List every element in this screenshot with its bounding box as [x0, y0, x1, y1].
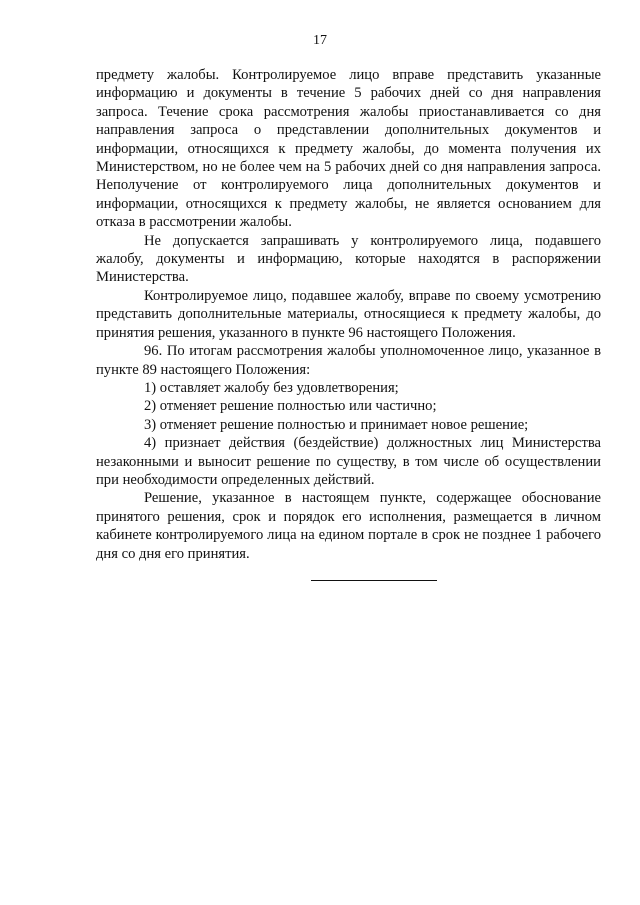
paragraph-decision-publication: Решение, указанное в настоящем пункте, содержащее обоснование принятого решения, срок и порядок его исполнения, размещается в личном кабинете контролируемого лица на едином портале в срок не позднее 1 рабочего дня со дня его принятия. — [96, 490, 601, 562]
list-item-2: 2) отменяет решение полностью или частично; — [144, 398, 437, 415]
document-body — [96, 66, 601, 563]
list-item-3: 3) отменяет решение полностью и принимает новое решение; — [144, 416, 529, 433]
paragraph-clause-96: 96. По итогам рассмотрения жалобы уполномоченное лицо, указанное в пункте 89 настоящего Положения: — [96, 343, 601, 378]
list-item-1: 1) оставляет жалобу без удовлетворения; — [144, 379, 399, 396]
paragraph-complaint-continuation: предмету жалобы. Контролируемое лицо вправе представить указанные информацию и документы в течение 5 рабочих дней со дня направления запроса. Течение срока рассмотрения жалобы приостанавливается со дня направления запроса о представлении дополнительных документов и информации, относящихся к предмету жалобы, до момента получения их Министерством, но не более чем на 5 рабочих дней со дня направления запроса. Неполучение от контролируемого лица дополнительных документов и информации, относящихся к предмету жалобы, не является основанием для отказа в рассмотрении жалобы. — [96, 67, 601, 231]
list-item-4: 4) признает действия (бездействие) должностных лиц Министерства незаконными и выносит решение по существу, в том числе об осуществлении при необходимости определенных действий. — [96, 435, 601, 488]
end-separator-line — [311, 580, 437, 581]
paragraph-no-request: Не допускается запрашивать у контролируемого лица, подавшего жалобу, документы и информацию, которые находятся в распоряжении Министерства. — [96, 232, 601, 286]
paragraph-additional-materials: Контролируемое лицо, подавшее жалобу, вправе по своему усмотрению представить дополнительные материалы, относящиеся к предмету жалобы, до принятия решения, указанного в пункте 96 настоящего Положения. — [96, 287, 601, 341]
page-number: 17 — [313, 33, 327, 48]
